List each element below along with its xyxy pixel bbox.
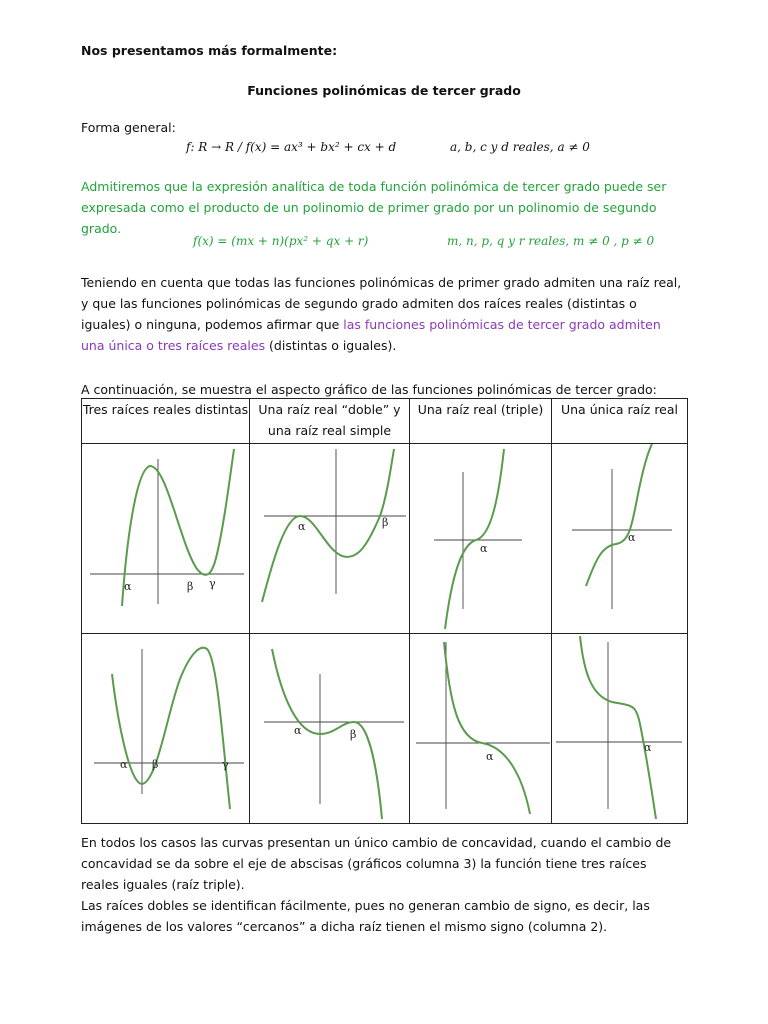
general-form-condition: a, b, c y d reales, a ≠ 0 <box>450 140 590 154</box>
graph-three-roots-positive <box>82 444 250 634</box>
beta-label: β <box>350 728 357 741</box>
alpha-label: α <box>644 741 652 754</box>
beta-label: β <box>152 758 159 771</box>
graph-single-root-negative <box>552 634 688 824</box>
cubic-curve <box>444 642 530 814</box>
page-title: Funciones polinómicas de tercer grado <box>247 83 521 98</box>
general-form-formula: f: R → R / f(x) = ax³ + bx² + cx + d <box>186 140 397 154</box>
graphs-row-negative <box>82 634 688 824</box>
alpha-label: α <box>628 531 636 544</box>
alpha-label: α <box>294 724 302 737</box>
cubic-curve <box>122 449 234 606</box>
alpha-label: α <box>124 580 132 593</box>
header-three-roots: Tres raíces reales distintas <box>82 399 250 444</box>
header-single-root: Una única raíz real <box>552 399 688 444</box>
paragraph-roots-after: (distintas o iguales). <box>265 338 397 353</box>
factored-form-formula: f(x) = (mx + n)(px² + qx + r) <box>193 234 369 248</box>
graph-triple-root-positive <box>410 444 552 634</box>
beta-label: β <box>187 580 194 593</box>
paragraph-roots <box>81 272 687 356</box>
factored-form-condition: m, n, p, q y r reales, m ≠ 0 , p ≠ 0 <box>447 234 655 248</box>
alpha-label: α <box>486 750 494 763</box>
alpha-label: α <box>120 758 128 771</box>
cubic-curve <box>580 636 656 819</box>
cubic-curve <box>445 449 504 629</box>
paragraph-roots-before: Teniendo en cuenta que todas las funciones polinómicas de primer grado admiten una raíz real, y que las funciones polinómicas de segundo grado admiten dos raíces reales (distintas o iguales) o ninguna, podemos afirmar que <box>81 275 682 332</box>
beta-label: β <box>382 516 389 529</box>
cubic-curve <box>112 648 230 809</box>
gamma-label: γ <box>222 758 229 771</box>
header-triple-root: Una raíz real (triple) <box>410 399 552 444</box>
paragraph-concavity: En todos los casos las curvas presentan un único cambio de concavidad, cuando el cambio de concavidad se da sobre el eje de abscisas (gráficos columna 3) la función tiene tres raíces reales iguales (raíz triple). <box>81 835 672 892</box>
graph-single-root-positive <box>552 444 688 634</box>
alpha-label: α <box>298 520 306 533</box>
paragraph-roots-highlight: las funciones polinómicas de tercer grado admiten una única o tres raíces reales <box>81 317 661 353</box>
cubic-curve <box>262 449 394 602</box>
graph-double-root-negative <box>250 634 410 824</box>
gamma-label: γ <box>209 577 216 590</box>
paragraph-double-roots: Las raíces dobles se identifican fácilmente, pues no generan cambio de signo, es decir, las imágenes de los valores “cercanos” a dicha raíz tienen el mismo signo (columna 2). <box>81 898 650 934</box>
header-double-root: Una raíz real “doble” y una raíz real simple <box>250 399 410 444</box>
table-intro: A continuación, se muestra el aspecto gráfico de las funciones polinómicas de tercer grado: <box>81 382 657 397</box>
graph-double-root-positive <box>250 444 410 634</box>
cubic-curve <box>272 649 382 819</box>
section-heading: Nos presentamos más formalmente: <box>81 43 338 58</box>
graph-three-roots-negative <box>82 634 250 824</box>
green-paragraph: Admitiremos que la expresión analítica de toda función polinómica de tercer grado puede ser expresada como el producto de un polinomio de primer grado por un polinomio de segundo grado. <box>81 179 667 236</box>
general-form-label: Forma general: <box>81 120 176 135</box>
alpha-label: α <box>480 542 488 555</box>
table-header-row <box>82 399 688 444</box>
graph-triple-root-negative <box>410 634 552 824</box>
cubic-curve <box>586 444 652 586</box>
graphs-table <box>81 398 688 824</box>
graphs-row-positive <box>82 444 688 634</box>
